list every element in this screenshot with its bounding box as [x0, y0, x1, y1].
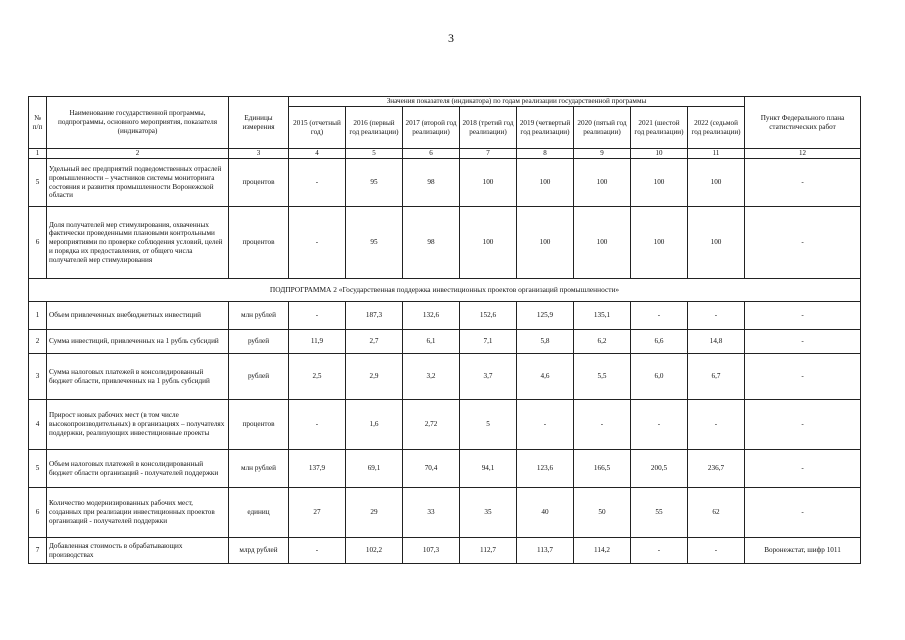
indicator-name: Сумма инвестиций, привлеченных на 1 рубль субсидий	[47, 330, 229, 354]
plan-cell: -	[745, 400, 861, 450]
value-cell: 98	[403, 207, 460, 279]
value-cell: 33	[403, 488, 460, 538]
unit-cell: процентов	[229, 159, 289, 207]
unit-cell: процентов	[229, 207, 289, 279]
value-cell: 100	[688, 207, 745, 279]
header-unit: Единицы измерения	[229, 97, 289, 149]
value-cell: -	[688, 400, 745, 450]
column-number: 4	[289, 149, 346, 159]
value-cell: 137,9	[289, 450, 346, 488]
value-cell: 100	[631, 159, 688, 207]
header-name: Наименование государственной программы, подпрограммы, основного мероприятия, показателя (индикатора)	[47, 97, 229, 149]
value-cell: 2,5	[289, 354, 346, 400]
column-number: 9	[574, 149, 631, 159]
value-cell: -	[688, 302, 745, 330]
row-number: 7	[29, 538, 47, 564]
value-cell: 7,1	[460, 330, 517, 354]
table-row	[29, 330, 861, 354]
value-cell: 6,2	[574, 330, 631, 354]
value-cell: 112,7	[460, 538, 517, 564]
value-cell: -	[289, 302, 346, 330]
value-cell: 102,2	[346, 538, 403, 564]
value-cell: -	[289, 400, 346, 450]
value-cell: 29	[346, 488, 403, 538]
unit-cell: единиц	[229, 488, 289, 538]
value-cell: 100	[688, 159, 745, 207]
row-number: 1	[29, 302, 47, 330]
value-cell: 55	[631, 488, 688, 538]
value-cell: 236,7	[688, 450, 745, 488]
row-number: 2	[29, 330, 47, 354]
value-cell: 3,2	[403, 354, 460, 400]
row-number: 3	[29, 354, 47, 400]
value-cell: 5	[460, 400, 517, 450]
value-cell: 6,0	[631, 354, 688, 400]
value-cell: 35	[460, 488, 517, 538]
unit-cell: рублей	[229, 354, 289, 400]
value-cell: 100	[574, 159, 631, 207]
value-cell: 2,9	[346, 354, 403, 400]
column-number: 12	[745, 149, 861, 159]
plan-cell: -	[745, 330, 861, 354]
value-cell: -	[517, 400, 574, 450]
table-row	[29, 159, 861, 207]
value-cell: 6,1	[403, 330, 460, 354]
table-row	[29, 538, 861, 564]
header-year: 2017 (второй год реализации)	[403, 107, 460, 149]
plan-cell: Воронежстат, шифр 1011	[745, 538, 861, 564]
plan-cell: -	[745, 488, 861, 538]
column-number: 5	[346, 149, 403, 159]
value-cell: 100	[517, 159, 574, 207]
plan-cell: -	[745, 207, 861, 279]
indicator-name: Объем налоговых платежей в консолидированный бюджет области организаций - получателей поддержки	[47, 450, 229, 488]
row-number: 5	[29, 159, 47, 207]
value-cell: 6,7	[688, 354, 745, 400]
indicator-name: Сумма налоговых платежей в консолидированный бюджет области, привлеченных на 1 рубль субсидий	[47, 354, 229, 400]
value-cell: 100	[460, 207, 517, 279]
value-cell: 132,6	[403, 302, 460, 330]
value-cell: 100	[631, 207, 688, 279]
value-cell: -	[631, 302, 688, 330]
value-cell: 152,6	[460, 302, 517, 330]
column-number: 7	[460, 149, 517, 159]
value-cell: 5,5	[574, 354, 631, 400]
subprogram-title: ПОДПРОГРАММА 2 «Государственная поддержка инвестиционных проектов организаций промышленности»	[29, 279, 861, 302]
value-cell: 98	[403, 159, 460, 207]
row-number: 4	[29, 400, 47, 450]
value-cell: 123,6	[517, 450, 574, 488]
column-number: 8	[517, 149, 574, 159]
value-cell: 62	[688, 488, 745, 538]
value-cell: 4,6	[517, 354, 574, 400]
plan-cell: -	[745, 354, 861, 400]
header-year: 2015 (отчетный год)	[289, 107, 346, 149]
table-row	[29, 400, 861, 450]
value-cell: 1,6	[346, 400, 403, 450]
value-cell: 100	[460, 159, 517, 207]
row-number: 5	[29, 450, 47, 488]
value-cell: 2,7	[346, 330, 403, 354]
value-cell: 95	[346, 207, 403, 279]
value-cell: -	[688, 538, 745, 564]
value-cell: 95	[346, 159, 403, 207]
header-year: 2019 (четвертый год реализации)	[517, 107, 574, 149]
row-number: 6	[29, 207, 47, 279]
value-cell: 187,3	[346, 302, 403, 330]
table-row	[29, 207, 861, 279]
value-cell: 100	[517, 207, 574, 279]
indicator-name: Удельный вес предприятий подведомственных отраслей промышленности – участников системы мониторинга состояния и развития промышленности Воронежской области	[47, 159, 229, 207]
value-cell: 200,5	[631, 450, 688, 488]
table-row	[29, 302, 861, 330]
indicators-table	[28, 96, 861, 564]
header-year: 2016 (первый год реализации)	[346, 107, 403, 149]
plan-cell: -	[745, 159, 861, 207]
header-year: 2021 (шестой год реализации)	[631, 107, 688, 149]
value-cell: 5,8	[517, 330, 574, 354]
value-cell: -	[289, 207, 346, 279]
indicator-name: Прирост новых рабочих мест (в том числе высокопроизводительных) в организациях – получателях поддержки, реализующих инвестиционные проекты	[47, 400, 229, 450]
value-cell: 70,4	[403, 450, 460, 488]
header-year: 2020 (пятый год реализации)	[574, 107, 631, 149]
row-number: 6	[29, 488, 47, 538]
value-cell: 100	[574, 207, 631, 279]
column-number: 1	[29, 149, 47, 159]
value-cell: 40	[517, 488, 574, 538]
plan-cell: -	[745, 302, 861, 330]
unit-cell: процентов	[229, 400, 289, 450]
header-plan: Пункт Федерального плана статистических работ	[745, 97, 861, 149]
unit-cell: млрд рублей	[229, 538, 289, 564]
unit-cell: млн рублей	[229, 302, 289, 330]
column-number: 10	[631, 149, 688, 159]
value-cell: 14,8	[688, 330, 745, 354]
value-cell: 2,72	[403, 400, 460, 450]
value-cell: 69,1	[346, 450, 403, 488]
value-cell: 125,9	[517, 302, 574, 330]
header-values-group: Значения показателя (индикатора) по годам реализации государственной программы	[289, 97, 745, 107]
header-year: 2018 (третий год реализации)	[460, 107, 517, 149]
table-row	[29, 488, 861, 538]
column-number: 2	[47, 149, 229, 159]
indicator-name: Добавленная стоимость в обрабатывающих производствах	[47, 538, 229, 564]
value-cell: 113,7	[517, 538, 574, 564]
value-cell: 94,1	[460, 450, 517, 488]
value-cell: 50	[574, 488, 631, 538]
value-cell: -	[631, 538, 688, 564]
subprogram-row	[29, 279, 861, 302]
value-cell: 3,7	[460, 354, 517, 400]
indicator-name: Количество модернизированных рабочих мест, созданных при реализации инвестиционных проектов организаций - получателей поддержки	[47, 488, 229, 538]
page-number: 3	[448, 31, 454, 45]
plan-cell: -	[745, 450, 861, 488]
column-number: 11	[688, 149, 745, 159]
unit-cell: рублей	[229, 330, 289, 354]
value-cell: -	[574, 400, 631, 450]
value-cell: -	[631, 400, 688, 450]
indicator-name: Объем привлеченных внебюджетных инвестиций	[47, 302, 229, 330]
table-row	[29, 450, 861, 488]
value-cell: -	[289, 159, 346, 207]
column-number-row	[29, 149, 861, 159]
table-row	[29, 354, 861, 400]
value-cell: 107,3	[403, 538, 460, 564]
header-number: № п/п	[29, 97, 47, 149]
indicator-name: Доля получателей мер стимулирования, охваченных фактически проведенными плановыми контрольными мероприятиями по проверке соблюдения условий, целей и порядка их предоставления, от общего числа получателей мер стимулирования	[47, 207, 229, 279]
value-cell: 114,2	[574, 538, 631, 564]
header-year: 2022 (седьмой год реализации)	[688, 107, 745, 149]
value-cell: 135,1	[574, 302, 631, 330]
value-cell: 27	[289, 488, 346, 538]
column-number: 6	[403, 149, 460, 159]
value-cell: -	[289, 538, 346, 564]
value-cell: 6,6	[631, 330, 688, 354]
column-number: 3	[229, 149, 289, 159]
value-cell: 166,5	[574, 450, 631, 488]
value-cell: 11,9	[289, 330, 346, 354]
unit-cell: млн рублей	[229, 450, 289, 488]
